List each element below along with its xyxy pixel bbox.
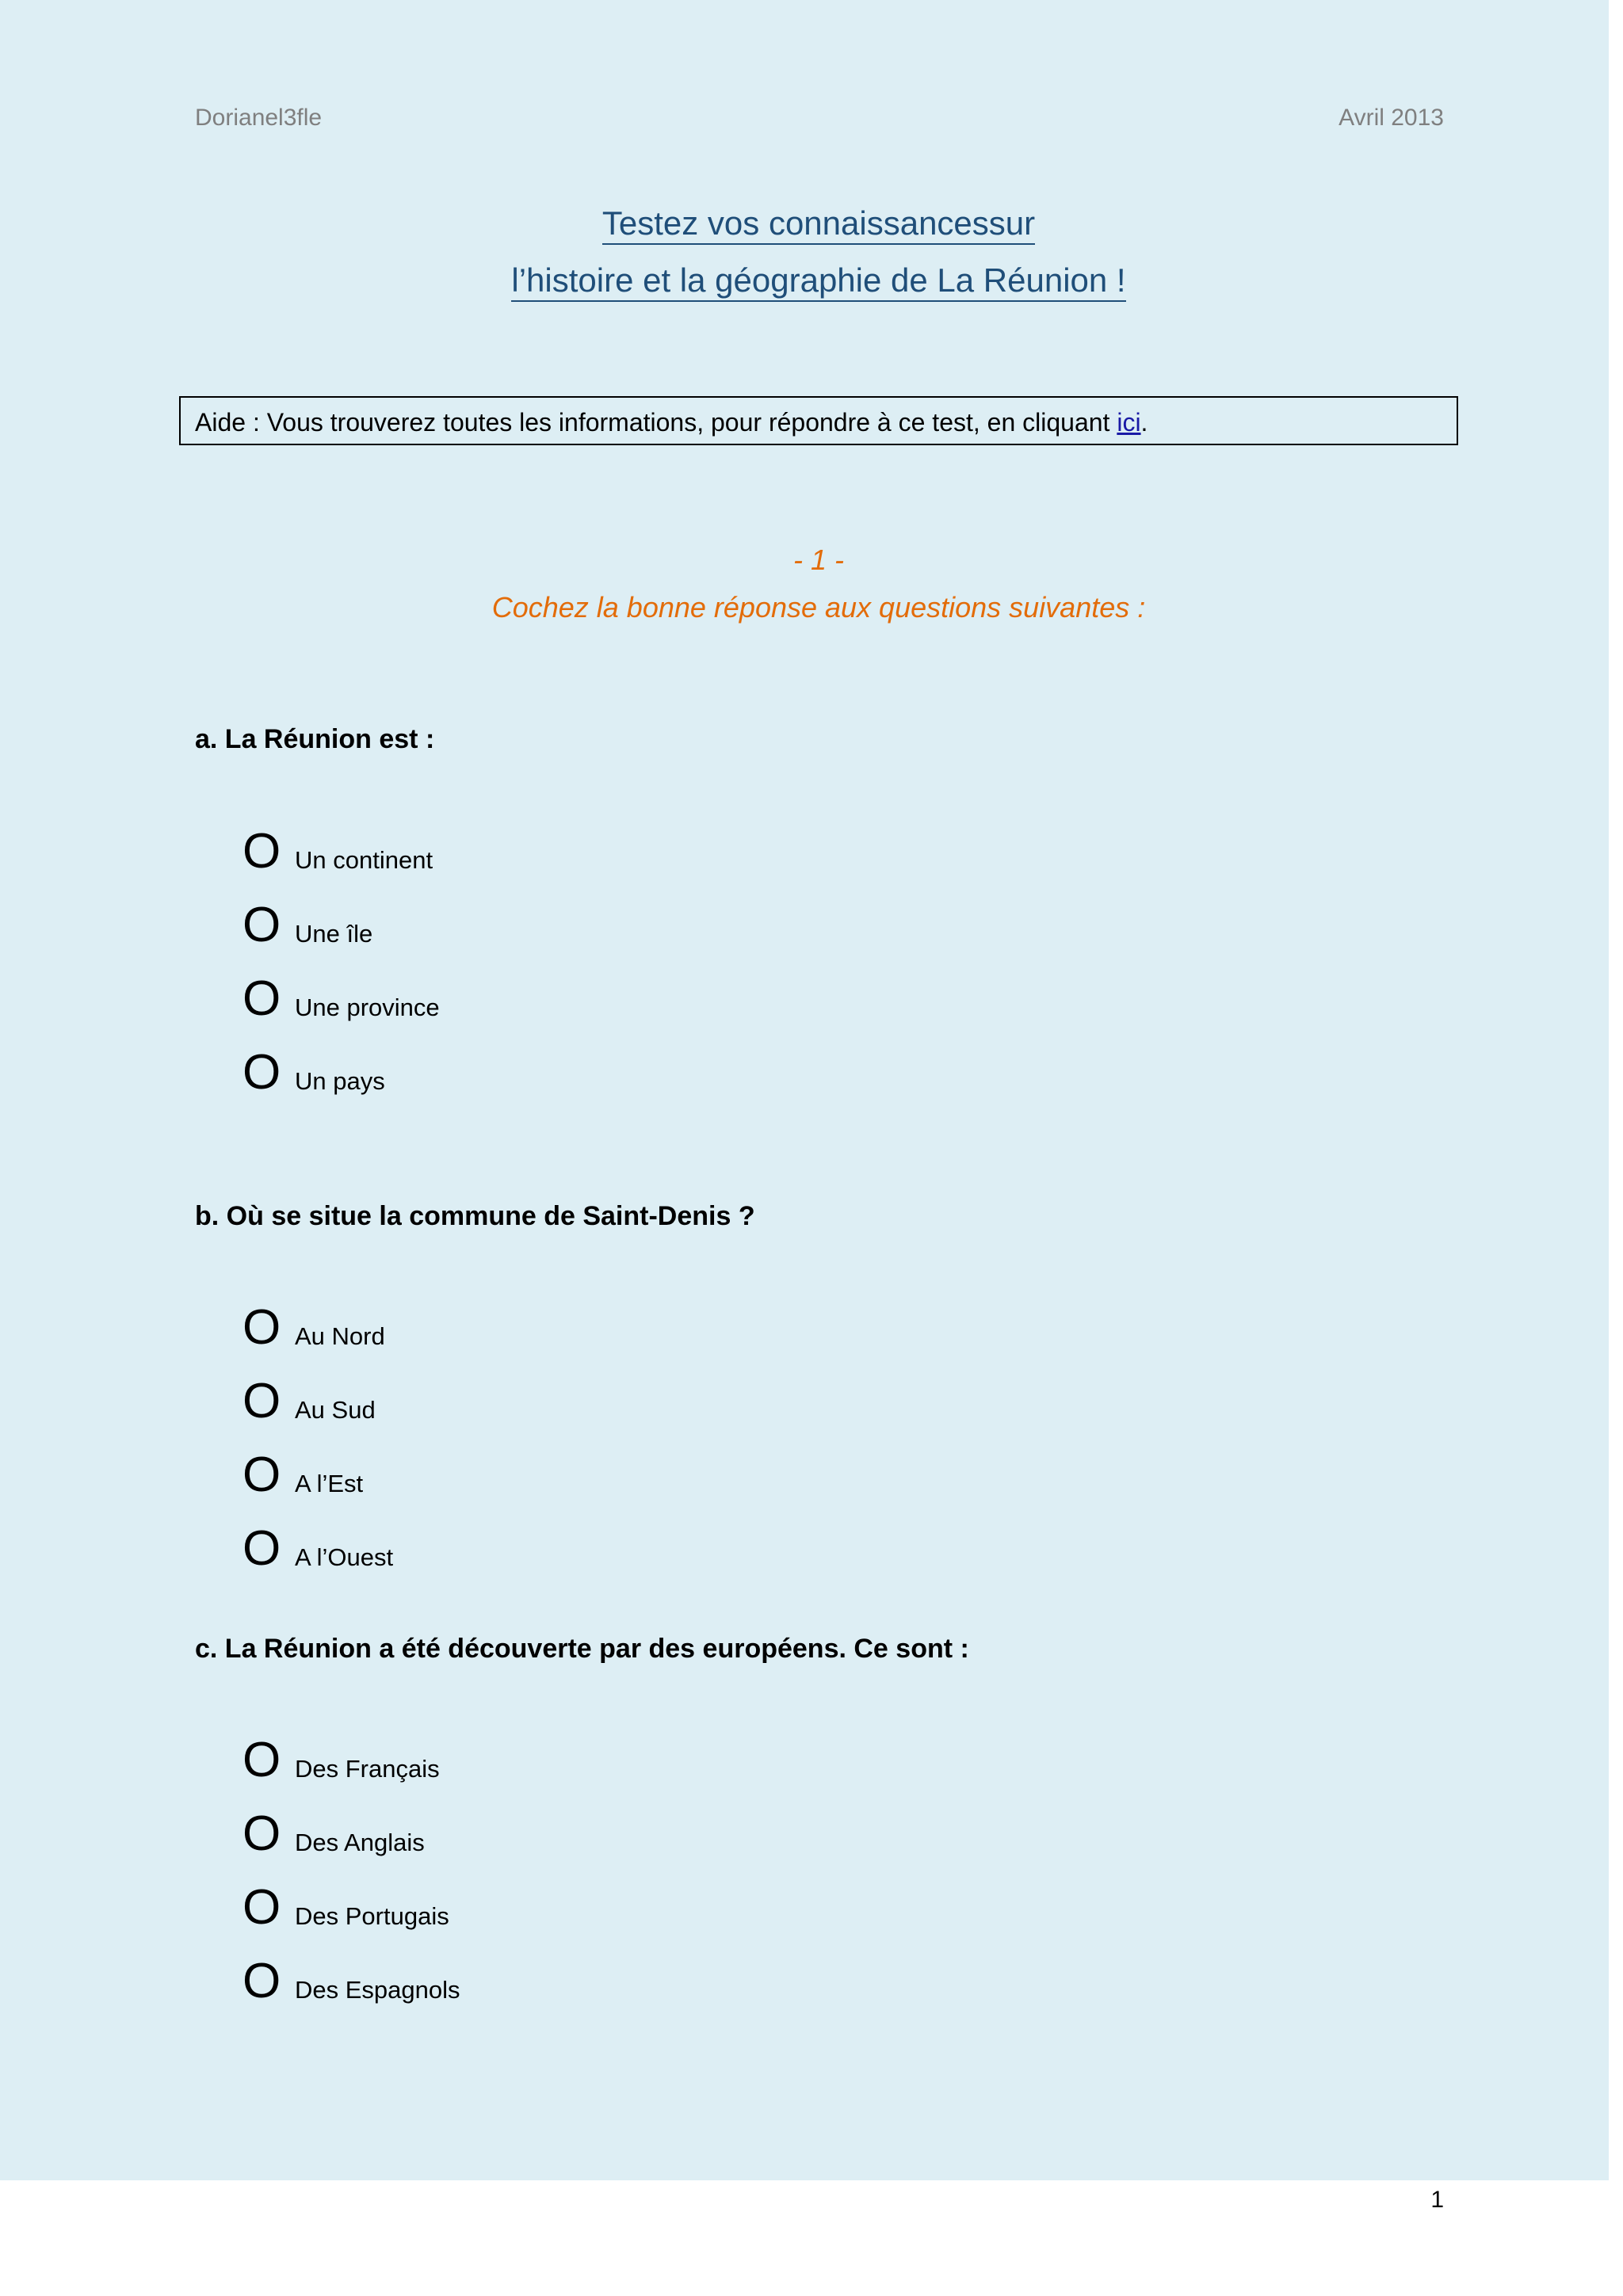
radio-circle-icon[interactable]: O	[242, 824, 281, 879]
option-label: Des Français	[295, 1755, 440, 1783]
header-date: Avril 2013	[1338, 105, 1444, 131]
question-a: a. La Réunion est :	[195, 724, 435, 754]
page-number: 1	[1430, 2187, 1444, 2213]
radio-circle-icon[interactable]: O	[242, 898, 281, 952]
title-line-1: Testez vos connaissancessur	[0, 204, 1623, 242]
radio-circle-icon[interactable]: O	[242, 1374, 281, 1428]
aide-box	[179, 396, 1458, 445]
option-label: A l’Ouest	[295, 1543, 394, 1571]
option-label: Des Portugais	[295, 1902, 449, 1930]
option-label: Des Anglais	[295, 1829, 425, 1856]
radio-circle-icon[interactable]: O	[242, 1733, 281, 1787]
radio-circle-icon[interactable]: O	[242, 1521, 281, 1576]
aide-text: Aide : Vous trouverez toutes les informations, pour répondre à ce test, en cliquant	[195, 408, 1117, 437]
aide-link[interactable]: ici	[1117, 408, 1141, 437]
option-label: Une île	[295, 920, 373, 948]
question-c: c. La Réunion a été découverte par des européens. Ce sont :	[195, 1634, 969, 1664]
option-label: Un pays	[295, 1067, 385, 1095]
radio-circle-icon[interactable]: O	[242, 1300, 281, 1355]
question-b: b. Où se situe la commune de Saint-Denis ?	[195, 1201, 755, 1231]
option-label: A l’Est	[295, 1470, 364, 1497]
option-label: Des Espagnols	[295, 1976, 460, 2004]
radio-circle-icon[interactable]: O	[242, 1045, 281, 1100]
header-author: Dorianel3fle	[195, 105, 323, 131]
radio-circle-icon[interactable]: O	[242, 971, 281, 1026]
option-label: Une province	[295, 994, 440, 1021]
radio-circle-icon[interactable]: O	[242, 1806, 281, 1861]
radio-circle-icon[interactable]: O	[242, 1447, 281, 1502]
option-label: Au Nord	[295, 1322, 385, 1350]
radio-circle-icon[interactable]: O	[242, 1880, 281, 1935]
option-label: Un continent	[295, 846, 433, 874]
radio-circle-icon[interactable]: O	[242, 1954, 281, 2008]
title-line-2: l’histoire et la géographie de La Réunion !	[0, 261, 1623, 299]
aide-end: .	[1140, 408, 1148, 437]
section-instruction: Cochez la bonne réponse aux questions suivantes :	[491, 591, 1146, 624]
option-label: Au Sud	[295, 1396, 376, 1424]
section-number: - 1 -	[792, 543, 844, 576]
